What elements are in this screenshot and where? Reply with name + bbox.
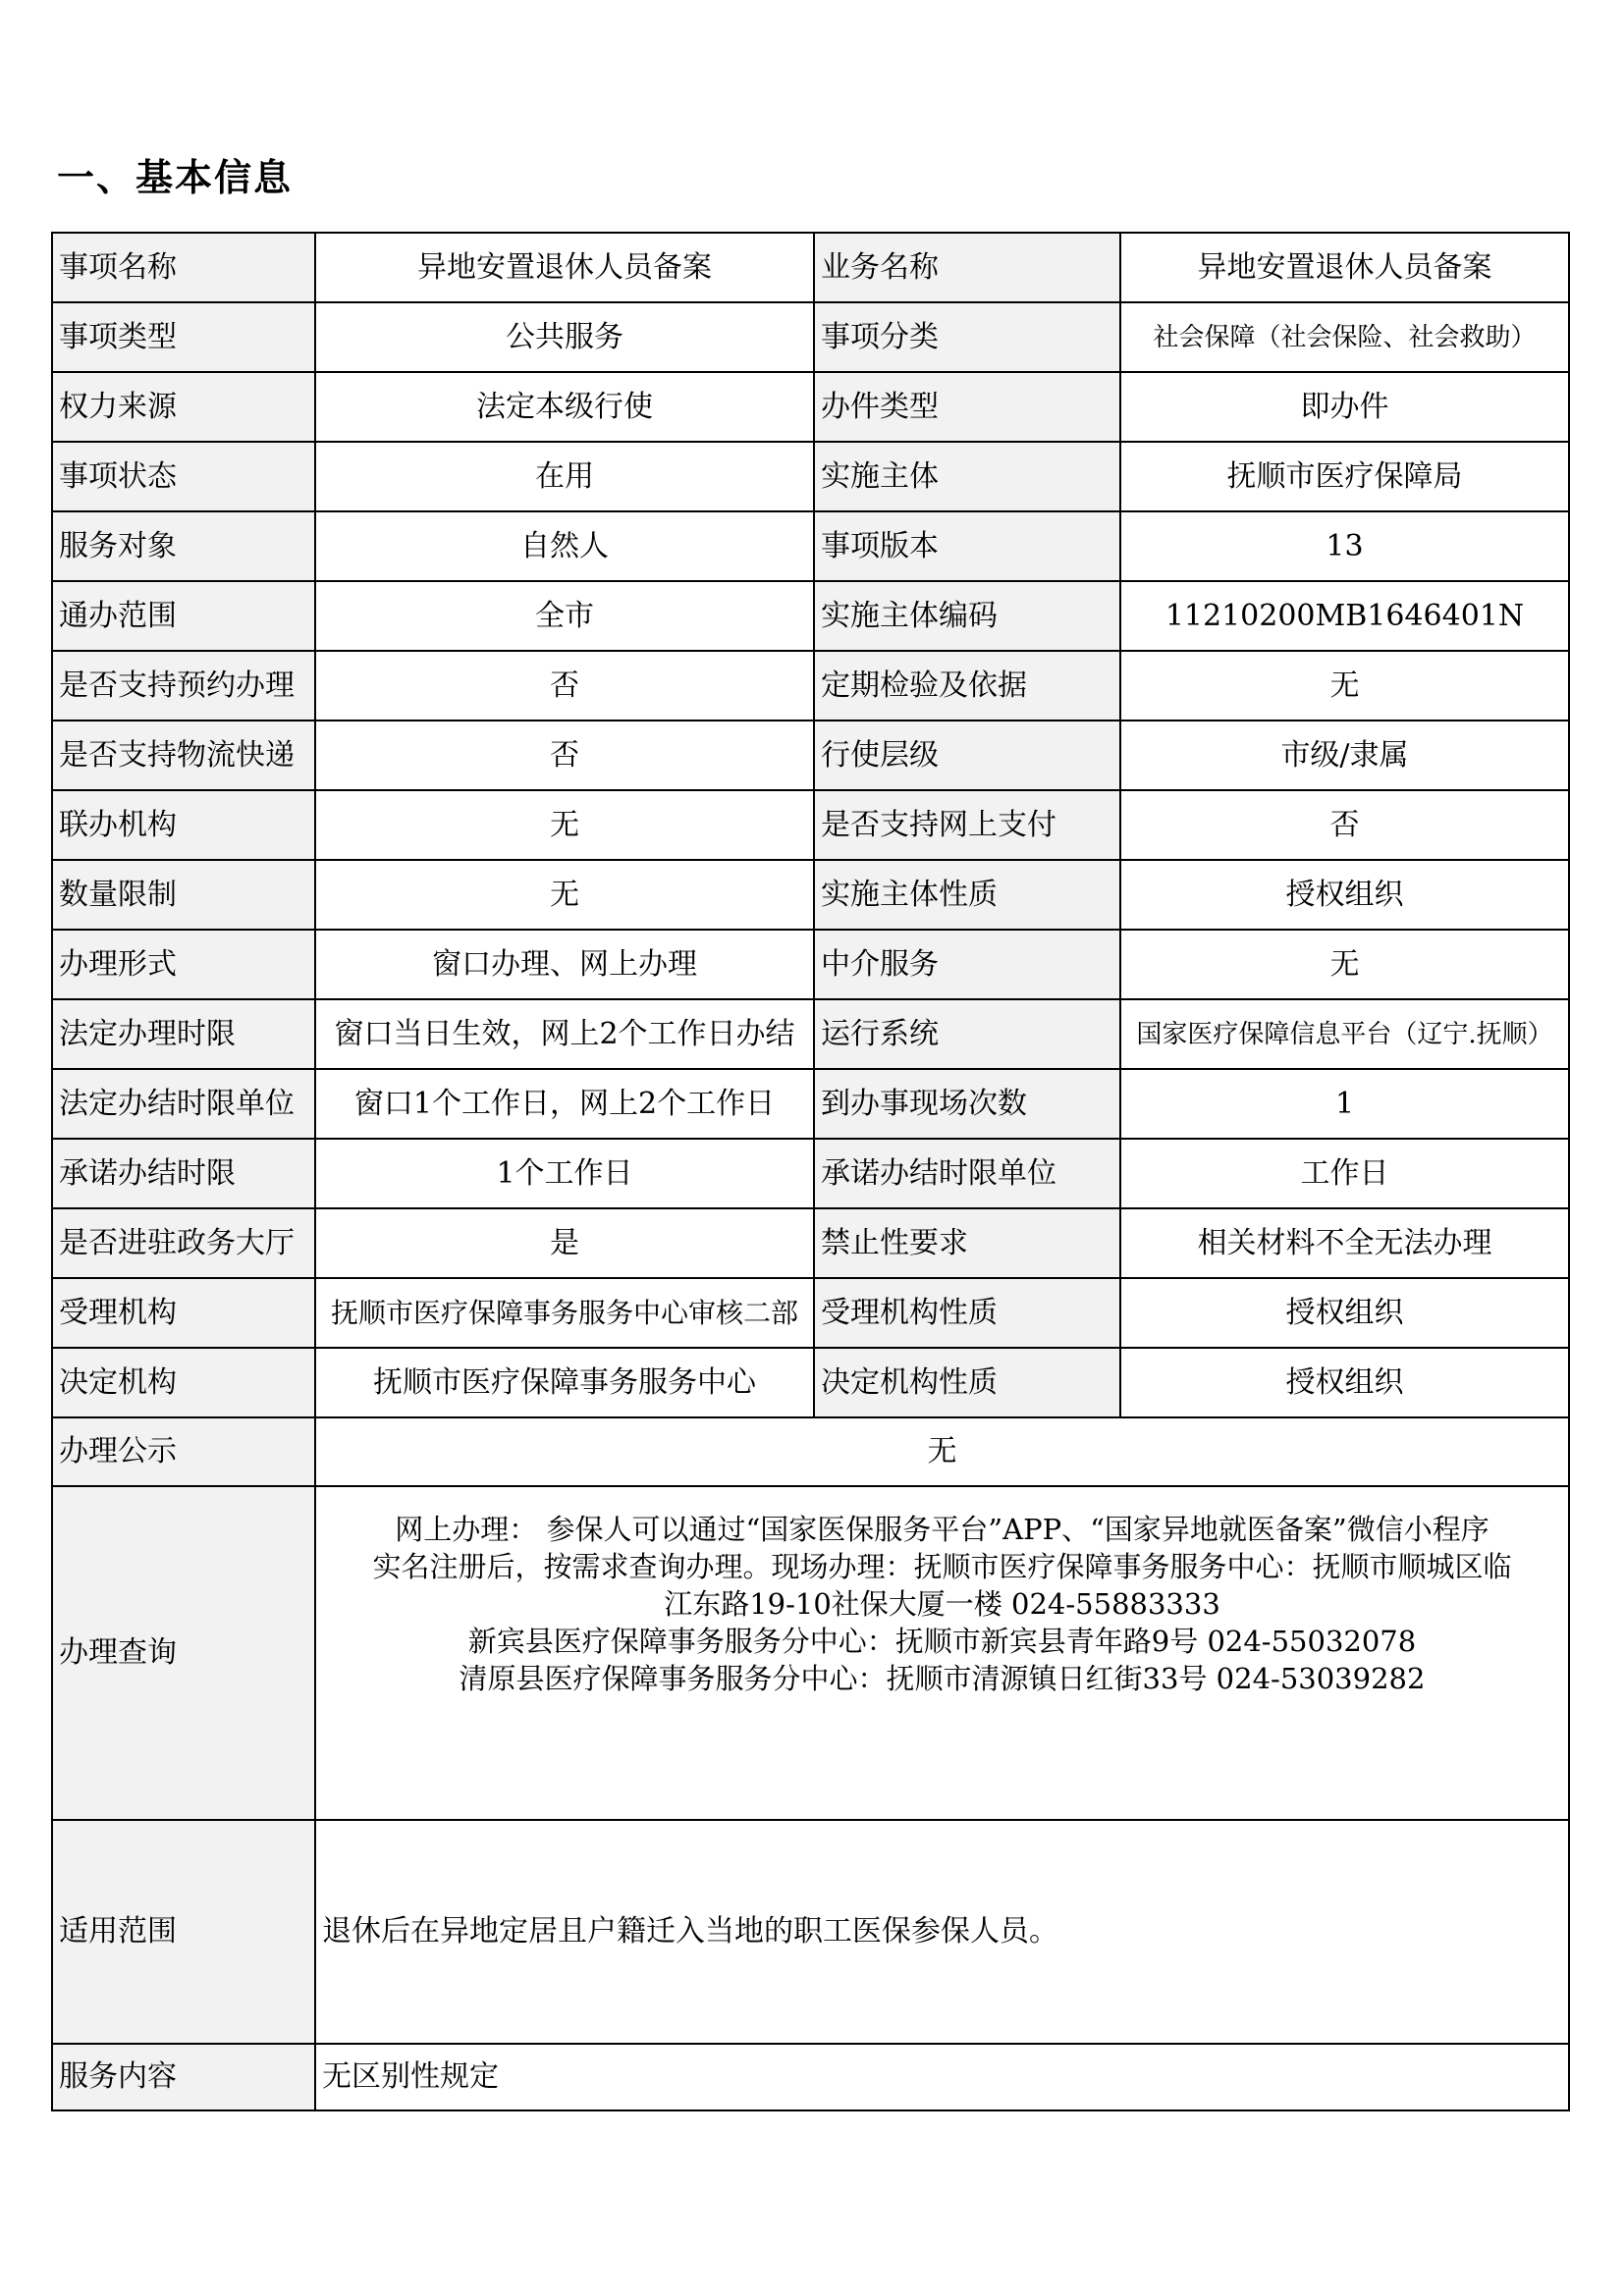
field-label: 定期检验及依据 bbox=[814, 651, 1120, 721]
field-label: 决定机构性质 bbox=[814, 1348, 1120, 1417]
field-value: 异地安置退休人员备案 bbox=[315, 233, 814, 302]
field-value: 公共服务 bbox=[315, 302, 814, 372]
fanwei-label: 适用范围 bbox=[52, 1820, 315, 2044]
field-value: 即办件 bbox=[1120, 372, 1569, 442]
field-label: 实施主体性质 bbox=[814, 860, 1120, 930]
field-value: 窗口1个工作日，网上2个工作日 bbox=[315, 1069, 814, 1139]
field-value: 抚顺市医疗保障事务服务中心审核二部 bbox=[315, 1278, 814, 1348]
field-value: 抚顺市医疗保障局 bbox=[1120, 442, 1569, 511]
field-value: 授权组织 bbox=[1120, 1348, 1569, 1417]
field-label: 事项状态 bbox=[52, 442, 315, 511]
field-value: 法定本级行使 bbox=[315, 372, 814, 442]
field-value: 无 bbox=[1120, 651, 1569, 721]
info-row bbox=[52, 302, 1569, 372]
field-label: 受理机构 bbox=[52, 1278, 315, 1348]
field-label: 事项类型 bbox=[52, 302, 315, 372]
field-value: 市级/隶属 bbox=[1120, 721, 1569, 790]
field-label: 办理形式 bbox=[52, 930, 315, 999]
field-label: 是否进驻政务大厅 bbox=[52, 1208, 315, 1278]
section-heading: 一、基本信息 bbox=[57, 156, 294, 199]
field-label: 中介服务 bbox=[814, 930, 1120, 999]
info-row bbox=[52, 721, 1569, 790]
field-value: 社会保障（社会保险、社会救助） bbox=[1120, 302, 1569, 372]
row-neirong bbox=[52, 2044, 1569, 2110]
field-label: 运行系统 bbox=[814, 999, 1120, 1069]
field-value: 全市 bbox=[315, 581, 814, 651]
chaxun-line: 清原县医疗保障事务服务分中心：抚顺市清源镇日红街33号 024-53039282 bbox=[459, 1662, 1426, 1695]
info-row bbox=[52, 1208, 1569, 1278]
field-value: 授权组织 bbox=[1120, 860, 1569, 930]
field-value: 国家医疗保障信息平台（辽宁.抚顺） bbox=[1120, 999, 1569, 1069]
field-label: 实施主体 bbox=[814, 442, 1120, 511]
row-fanwei bbox=[52, 1820, 1569, 2044]
chaxun-label: 办理查询 bbox=[52, 1486, 315, 1820]
row-chaxun bbox=[52, 1486, 1569, 1820]
field-value: 13 bbox=[1120, 511, 1569, 581]
gongshi-value: 无 bbox=[315, 1417, 1569, 1486]
neirong-value: 无区别性规定 bbox=[315, 2044, 1569, 2110]
field-label: 承诺办结时限 bbox=[52, 1139, 315, 1208]
field-value: 自然人 bbox=[315, 511, 814, 581]
field-label: 联办机构 bbox=[52, 790, 315, 860]
field-label: 行使层级 bbox=[814, 721, 1120, 790]
field-label: 办件类型 bbox=[814, 372, 1120, 442]
field-value: 异地安置退休人员备案 bbox=[1120, 233, 1569, 302]
field-value: 窗口当日生效，网上2个工作日办结 bbox=[315, 999, 814, 1069]
field-label: 实施主体编码 bbox=[814, 581, 1120, 651]
field-value: 无 bbox=[315, 860, 814, 930]
field-label: 通办范围 bbox=[52, 581, 315, 651]
field-label: 禁止性要求 bbox=[814, 1208, 1120, 1278]
chaxun-line: 新宾县医疗保障事务服务分中心：抚顺市新宾县青年路9号 024-55032078 bbox=[467, 1625, 1417, 1658]
field-value: 1个工作日 bbox=[315, 1139, 814, 1208]
field-label: 权力来源 bbox=[52, 372, 315, 442]
basic-info-body bbox=[52, 233, 1569, 2110]
neirong-label: 服务内容 bbox=[52, 2044, 315, 2110]
field-label: 法定办理时限 bbox=[52, 999, 315, 1069]
field-label: 是否支持物流快递 bbox=[52, 721, 315, 790]
field-value: 1 bbox=[1120, 1069, 1569, 1139]
field-label: 是否支持预约办理 bbox=[52, 651, 315, 721]
field-label: 业务名称 bbox=[814, 233, 1120, 302]
info-row bbox=[52, 581, 1569, 651]
field-value: 是 bbox=[315, 1208, 814, 1278]
chaxun-value bbox=[315, 1486, 1569, 1820]
field-value: 否 bbox=[315, 651, 814, 721]
field-label: 是否支持网上支付 bbox=[814, 790, 1120, 860]
field-value: 相关材料不全无法办理 bbox=[1120, 1208, 1569, 1278]
field-value: 11210200MB1646401N bbox=[1120, 581, 1569, 651]
info-row bbox=[52, 999, 1569, 1069]
field-label: 事项版本 bbox=[814, 511, 1120, 581]
chaxun-line: 实名注册后，按需求查询办理。现场办理：抚顺市医疗保障事务服务中心：抚顺市顺城区临 bbox=[372, 1550, 1512, 1583]
info-row bbox=[52, 372, 1569, 442]
field-label: 服务对象 bbox=[52, 511, 315, 581]
field-label: 决定机构 bbox=[52, 1348, 315, 1417]
field-label: 到办事现场次数 bbox=[814, 1069, 1120, 1139]
field-label: 受理机构性质 bbox=[814, 1278, 1120, 1348]
field-value: 窗口办理、网上办理 bbox=[315, 930, 814, 999]
field-value: 无 bbox=[315, 790, 814, 860]
info-row bbox=[52, 1069, 1569, 1139]
chaxun-line: 网上办理： 参保人可以通过“国家医保服务平台”APP、“国家异地就医备案”微信小程序 bbox=[395, 1513, 1489, 1546]
chaxun-line: 江东路19-10社保大厦一楼 024-55883333 bbox=[664, 1587, 1220, 1621]
field-value: 在用 bbox=[315, 442, 814, 511]
field-value: 无 bbox=[1120, 930, 1569, 999]
field-label: 法定办结时限单位 bbox=[52, 1069, 315, 1139]
fanwei-value: 退休后在异地定居且户籍迁入当地的职工医保参保人员。 bbox=[315, 1820, 1569, 2044]
field-value: 抚顺市医疗保障事务服务中心 bbox=[315, 1348, 814, 1417]
info-row bbox=[52, 1139, 1569, 1208]
gongshi-label: 办理公示 bbox=[52, 1417, 315, 1486]
info-row bbox=[52, 511, 1569, 581]
field-value: 否 bbox=[1120, 790, 1569, 860]
field-label: 事项名称 bbox=[52, 233, 315, 302]
info-row bbox=[52, 790, 1569, 860]
row-gongshi bbox=[52, 1417, 1569, 1486]
info-row bbox=[52, 1278, 1569, 1348]
info-row bbox=[52, 930, 1569, 999]
basic-info-table bbox=[51, 232, 1570, 2111]
info-row bbox=[52, 1348, 1569, 1417]
field-value: 否 bbox=[315, 721, 814, 790]
info-row bbox=[52, 651, 1569, 721]
field-label: 数量限制 bbox=[52, 860, 315, 930]
info-row bbox=[52, 442, 1569, 511]
field-label: 事项分类 bbox=[814, 302, 1120, 372]
info-row bbox=[52, 860, 1569, 930]
field-value: 工作日 bbox=[1120, 1139, 1569, 1208]
field-value: 授权组织 bbox=[1120, 1278, 1569, 1348]
field-label: 承诺办结时限单位 bbox=[814, 1139, 1120, 1208]
info-row bbox=[52, 233, 1569, 302]
